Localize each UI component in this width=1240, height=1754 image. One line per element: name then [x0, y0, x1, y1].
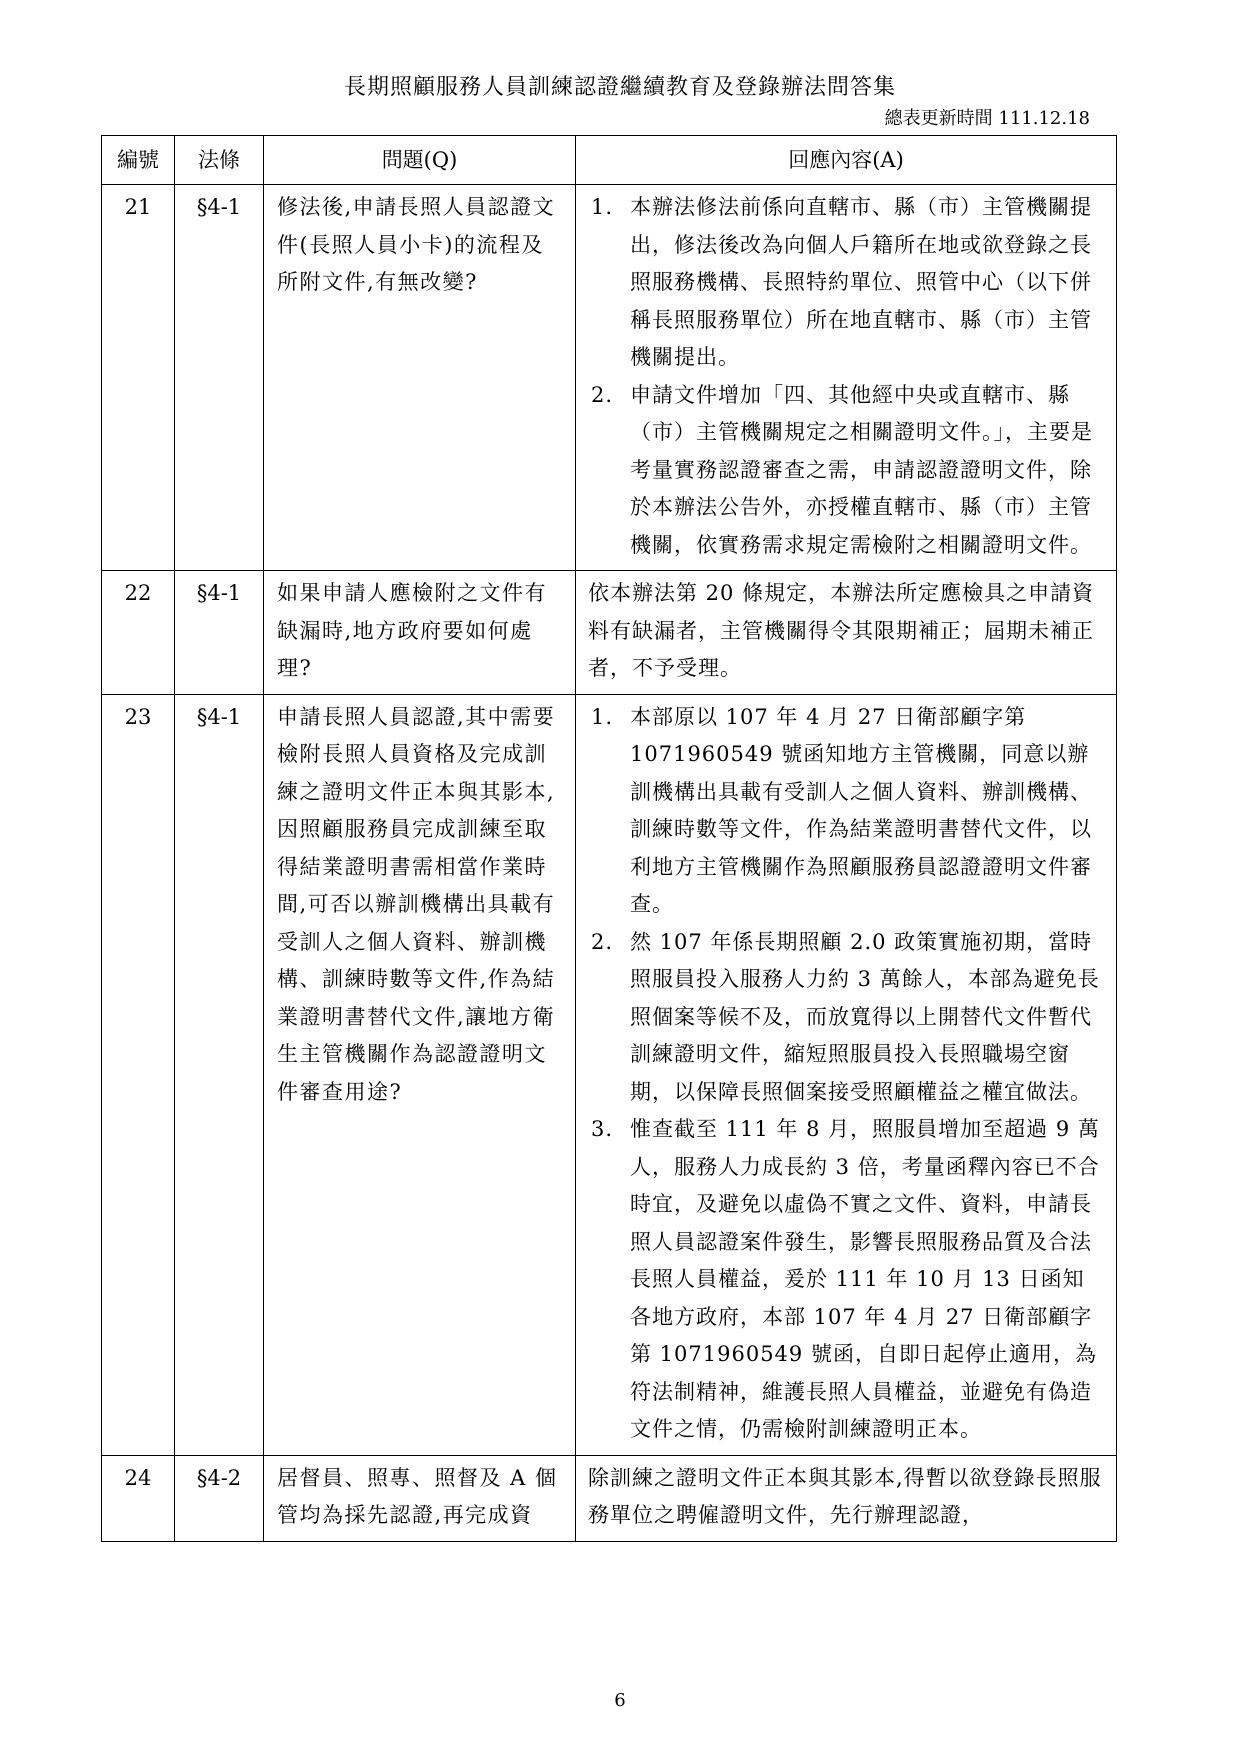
row-answer: 除訓練之證明文件正本與其影本,得暫以欲登錄長照服務單位之聘僱證明文件，先行辦理認證，: [576, 1455, 1117, 1541]
answer-item-number: 2.: [591, 929, 614, 954]
faq-table: [101, 135, 1117, 1542]
row-question: 修法後,申請長照人員認證文件(長照人員小卡)的流程及所附文件,有無改變?: [264, 185, 576, 571]
table-row: [102, 694, 1117, 1455]
answer-item-text: 本部原以 107 年 4 月 27 日衛部顧字第 1071960549 號函知地方主管機關，同意以辦訓機構出具載有受訓人之個人資料、辦訓機構、訓練時數等文件，作為結業證明書替代文件，以利地方主管機關作為照顧服務員認證證明文件審查。: [630, 704, 1092, 916]
row-question: 居督員、照專、照督及 A 個管均為採先認證,再完成資: [264, 1455, 576, 1541]
table-row: [102, 1455, 1117, 1541]
row-number: 23: [102, 694, 175, 1455]
answer-item: [588, 924, 1104, 1112]
row-answer: [576, 185, 1117, 571]
column-header-question: 問題(Q): [264, 136, 576, 185]
answer-item-number: 3.: [591, 1117, 614, 1141]
row-number: 24: [102, 1455, 175, 1541]
row-law-article: §4-2: [175, 1455, 264, 1541]
column-header-number: 編號: [102, 136, 175, 185]
answer-item: [588, 189, 1104, 377]
answer-item-number: 2.: [591, 382, 614, 407]
row-answer: 依本辦法第 20 條規定，本辦法所定應檢具之申請資料有缺漏者，主管機關得令其限期補正；屆期未補正者，不予受理。: [576, 571, 1117, 695]
answer-item-text: 申請文件增加「四、其他經中央或直轄市、縣（市）主管機關規定之相關證明文件。」，主要是考量實務認證審查之需，申請認證證明文件，除於本辦法公告外，亦授權直轄市、縣（市）主管機關，依實務需求規定需檢附之相關證明文件。: [630, 382, 1093, 557]
answer-item-number: 1.: [591, 195, 614, 219]
row-law-article: §4-1: [175, 571, 264, 695]
answer-item-number: 1.: [591, 704, 614, 729]
row-answer: [576, 694, 1117, 1455]
row-law-article: §4-1: [175, 694, 264, 1455]
answer-item: [588, 699, 1104, 924]
answer-item-text: 然 107 年係長期照顧 2.0 政策實施初期，當時照服員投入服務人力約 3 萬餘人，本部為避免長照個案等候不及，而放寬得以上開替代文件暫代訓練證明文件，縮短照服員投入長照職場空窗期，以保障長照個案接受照顧權益之權宜做法。: [630, 929, 1100, 1104]
page-number: 6: [614, 1690, 626, 1711]
table-row: [102, 571, 1117, 695]
table-header-row: [102, 136, 1117, 185]
row-question: 如果申請人應檢附之文件有缺漏時,地方政府要如何處理?: [264, 571, 576, 695]
row-law-article: §4-1: [175, 185, 264, 571]
column-header-answer: 回應內容(A): [576, 136, 1117, 185]
answer-list: [588, 699, 1104, 1449]
document-title: 長期照顧服務人員訓練認證繼續教育及登錄辦法問答集: [343, 75, 896, 100]
answer-item-text: 惟查截至 111 年 8 月，照服員增加至超過 9 萬人，服務人力成長約 3 倍，考量函釋內容已不合時宜，及避免以虛偽不實之文件、資料，申請長照人員認證案件發生，影響長照服務品質及合法長照人員權益，爰於 111 年 10 月 13 日函知各地方政府，本部 107 年 4 月 27 日衛部顧字第 1071960549 號函，自即日起停止適用，為符法制精神，維護長照人員權益，並避免有偽造文件之情，仍需檢附訓練證明正本。: [630, 1117, 1100, 1441]
answer-item: [588, 377, 1104, 565]
column-header-law: 法條: [175, 136, 264, 185]
row-question: 申請長照人員認證,其中需要檢附長照人員資格及完成訓練之證明文件正本與其影本,因照顧服務員完成訓練至取得結業證明書需相當作業時間,可否以辦訓機構出具載有受訓人之個人資料、辦訓機構、訓練時數等文件,作為結業證明書替代文件,讓地方衛生主管機關作為認證證明文件審查用途?: [264, 694, 576, 1455]
answer-item-text: 本辦法修法前係向直轄市、縣（市）主管機關提出，修法後改為向個人戶籍所在地或欲登錄之長照服務機構、長照特約單位、照管中心（以下併稱長照服務單位）所在地直轄市、縣（市）主管機關提出。: [630, 195, 1092, 369]
table-row: [102, 185, 1117, 571]
row-number: 21: [102, 185, 175, 571]
update-timestamp: 總表更新時間 111.12.18: [884, 108, 1090, 129]
row-number: 22: [102, 571, 175, 695]
answer-item: [588, 1111, 1104, 1449]
answer-list: [588, 189, 1104, 564]
